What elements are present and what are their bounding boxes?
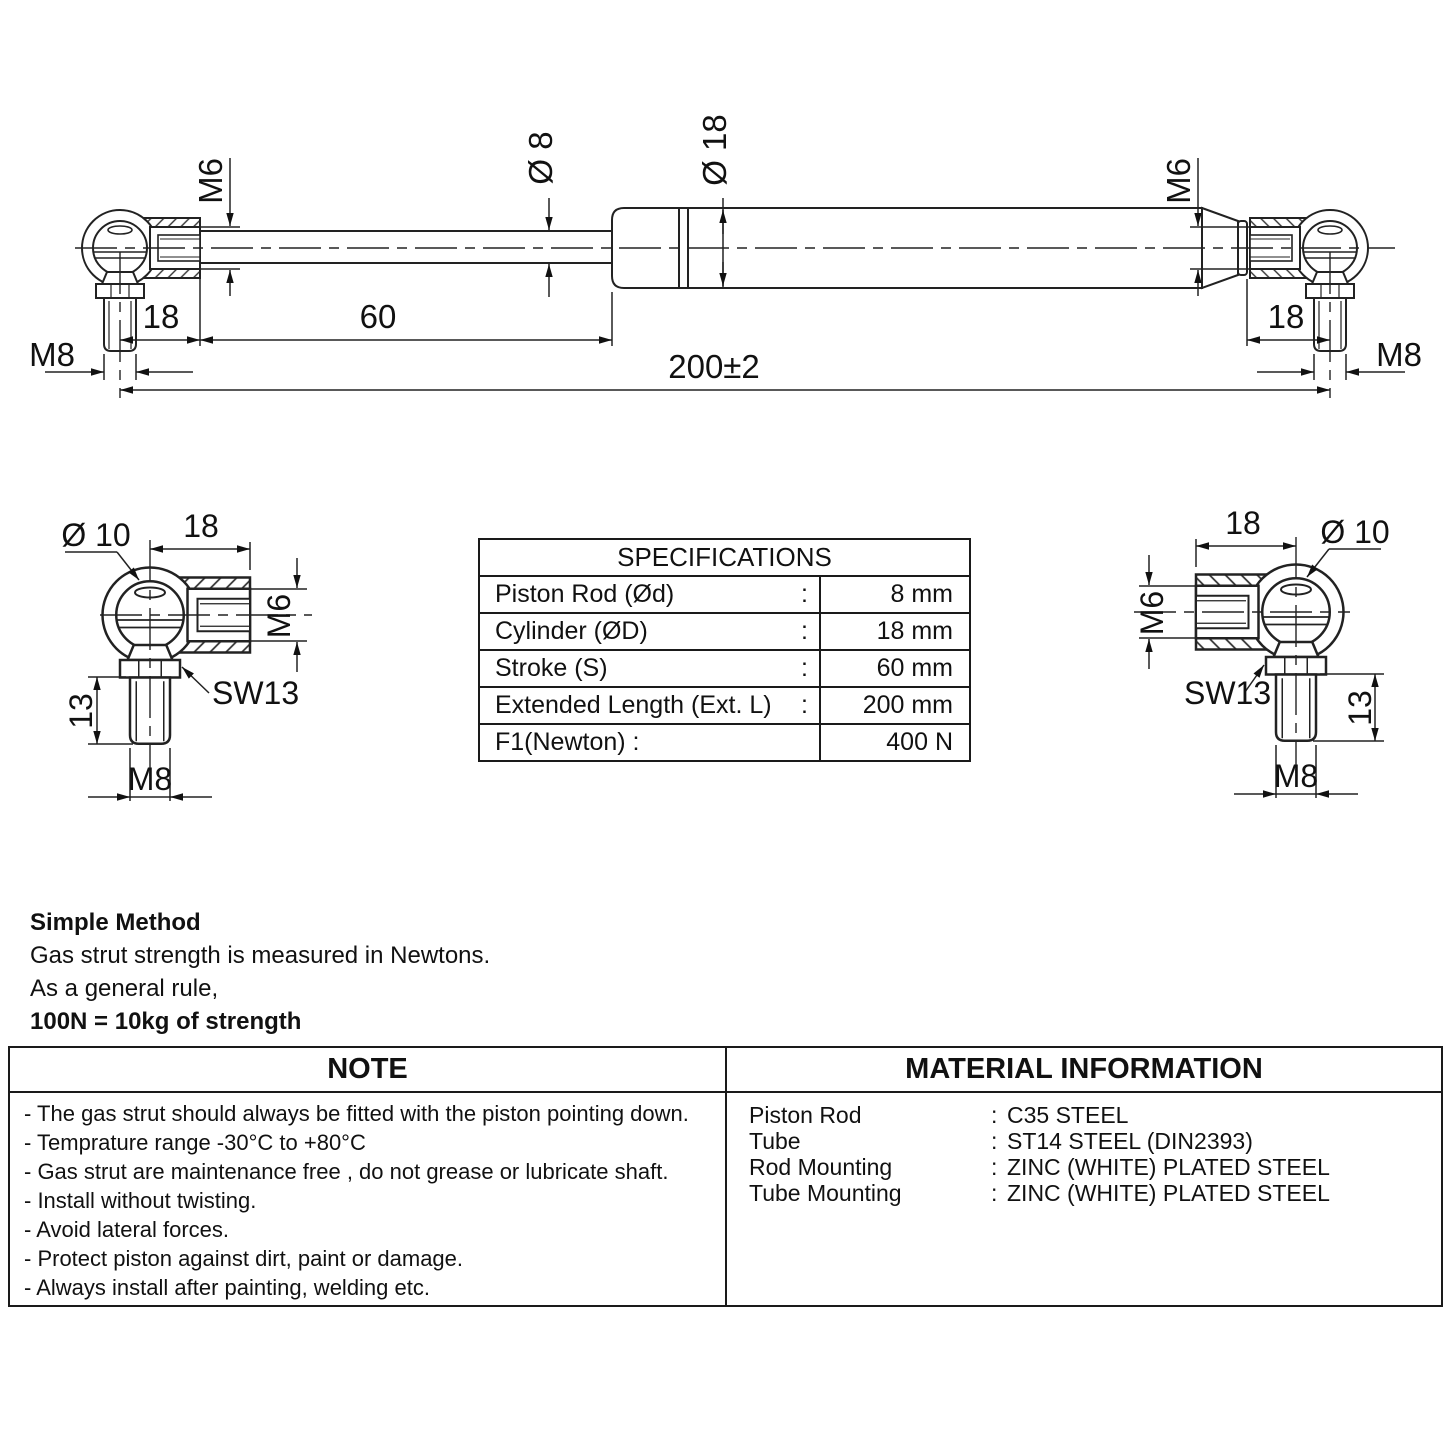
specifications-table (478, 538, 971, 762)
material-value: ST14 STEEL (DIN2393) (1007, 1128, 1253, 1154)
material-value: ZINC (WHITE) PLATED STEEL (1007, 1154, 1330, 1180)
spec-value: 400 N (819, 725, 969, 760)
spec-value: 18 mm (819, 614, 969, 649)
note-header: NOTE (10, 1048, 725, 1093)
spec-table-title: SPECIFICATIONS (617, 542, 832, 572)
dim-label-dia18: Ø 18 (696, 114, 733, 186)
note-item: - The gas strut should always be fitted with the piston pointing down. (24, 1101, 689, 1126)
dim-label-m8-right: M8 (1376, 336, 1422, 373)
dim-label-18-left: 18 (142, 298, 180, 335)
material-colon: : (991, 1154, 998, 1180)
dim-sw13-right (1184, 665, 1271, 711)
note-item: - Gas strut are maintenance free , do not grease or lubricate shaft. (24, 1159, 669, 1184)
detail-view-right (1134, 505, 1390, 798)
dim-label-18-detail-right: 18 (1225, 505, 1261, 541)
dim-label-m8-left: M8 (29, 336, 75, 373)
material-list (725, 1093, 1441, 1305)
dim-dia8 (522, 131, 559, 297)
dim-label-dia10-left: Ø 10 (61, 517, 131, 553)
dim-label-m8-detail-right: M8 (1273, 758, 1319, 794)
ball-joint-detail-right (1196, 565, 1344, 741)
spec-label: Cylinder (ØD) (495, 617, 648, 645)
dim-60-stroke (200, 292, 612, 346)
ball-joint-detail-left (103, 568, 251, 744)
dim-dia10-left (61, 517, 139, 580)
spec-value: 8 mm (819, 577, 969, 612)
material-colon: : (991, 1128, 998, 1154)
material-value: C35 STEEL (1007, 1102, 1129, 1128)
dim-label-sw13-right: SW13 (1184, 675, 1272, 711)
material-colon: : (991, 1102, 998, 1128)
simple-method-line1: Gas strut strength is measured in Newtons. (30, 942, 491, 969)
spec-colon: : (801, 580, 808, 608)
dim-label-m6-detail-left: M6 (261, 593, 297, 639)
dim-sw13-left (182, 667, 299, 711)
spec-row-stroke (480, 649, 969, 686)
dim-label-m8-detail-left: M8 (127, 761, 173, 797)
simple-method-title: Simple Method (30, 909, 201, 936)
material-label: Tube (749, 1128, 801, 1154)
dim-18-detail-left (150, 508, 250, 570)
material-row-piston-rod (749, 1102, 1441, 1128)
main-view (29, 114, 1422, 398)
spec-label: Piston Rod (Ød) (495, 580, 675, 608)
dim-label-200: 200±2 (668, 348, 760, 385)
spec-colon (801, 725, 819, 760)
simple-method-line3: 100N = 10kg of strength (30, 1008, 302, 1035)
dim-label-dia10-right: Ø 10 (1320, 514, 1390, 550)
spec-label: Stroke (S) (495, 654, 608, 682)
dim-label-sw13-left: SW13 (212, 675, 300, 711)
dim-label-60: 60 (359, 298, 397, 335)
note-item: - Temprature range -30°C to +80°C (24, 1130, 366, 1155)
note-material-table (8, 1046, 1443, 1307)
material-value: ZINC (WHITE) PLATED STEEL (1007, 1180, 1330, 1206)
spec-value: 60 mm (819, 651, 969, 686)
material-label: Tube Mounting (749, 1180, 902, 1206)
material-row-tube-mounting (749, 1180, 1441, 1206)
dim-200-overall (120, 348, 1330, 390)
dim-label-m6-left: M6 (192, 158, 229, 204)
ball-joint-left (82, 210, 200, 351)
simple-method-line2: As a general rule, (30, 975, 219, 1002)
spec-row-extended-length (480, 686, 969, 723)
material-label: Piston Rod (749, 1102, 862, 1128)
dim-13-right (1313, 674, 1384, 741)
dim-label-18-detail-left: 18 (183, 508, 219, 544)
dim-13-left (63, 677, 133, 744)
detail-view-left (61, 508, 312, 801)
dim-label-dia8: Ø 8 (522, 131, 559, 185)
material-row-tube (749, 1128, 1441, 1154)
spec-label: Extended Length (Ext. L) (495, 691, 772, 719)
material-header: MATERIAL INFORMATION (725, 1048, 1441, 1093)
note-item: - Install without twisting. (24, 1188, 257, 1213)
dim-dia10-right (1307, 514, 1390, 577)
spec-row-piston-rod (480, 575, 969, 612)
note-item: - Avoid lateral forces. (24, 1217, 230, 1242)
spec-colon: : (801, 654, 808, 682)
material-row-rod-mounting (749, 1154, 1441, 1180)
spec-row-f1-newton (480, 723, 969, 760)
spec-colon: : (801, 691, 808, 719)
simple-method-block (30, 906, 490, 1038)
dim-18-detail-right (1196, 505, 1296, 567)
material-label: Rod Mounting (749, 1154, 893, 1180)
dim-label-13-left: 13 (63, 693, 99, 729)
dim-label-13-right: 13 (1342, 690, 1378, 726)
piston-rod (200, 231, 614, 263)
spec-value: 200 mm (819, 688, 969, 723)
material-colon: : (991, 1180, 998, 1206)
spec-label: F1(Newton) : (495, 728, 640, 756)
dim-label-18-right: 18 (1267, 298, 1305, 335)
spec-row-cylinder (480, 612, 969, 649)
spec-colon: : (801, 617, 808, 645)
note-list (10, 1093, 725, 1305)
dim-label-m6-detail-right: M6 (1134, 590, 1170, 636)
note-item: - Protect piston against dirt, paint or damage. (24, 1246, 464, 1271)
dim-label-m6-right: M6 (1160, 158, 1197, 204)
note-item: - Always install after painting, welding etc. (24, 1275, 430, 1300)
